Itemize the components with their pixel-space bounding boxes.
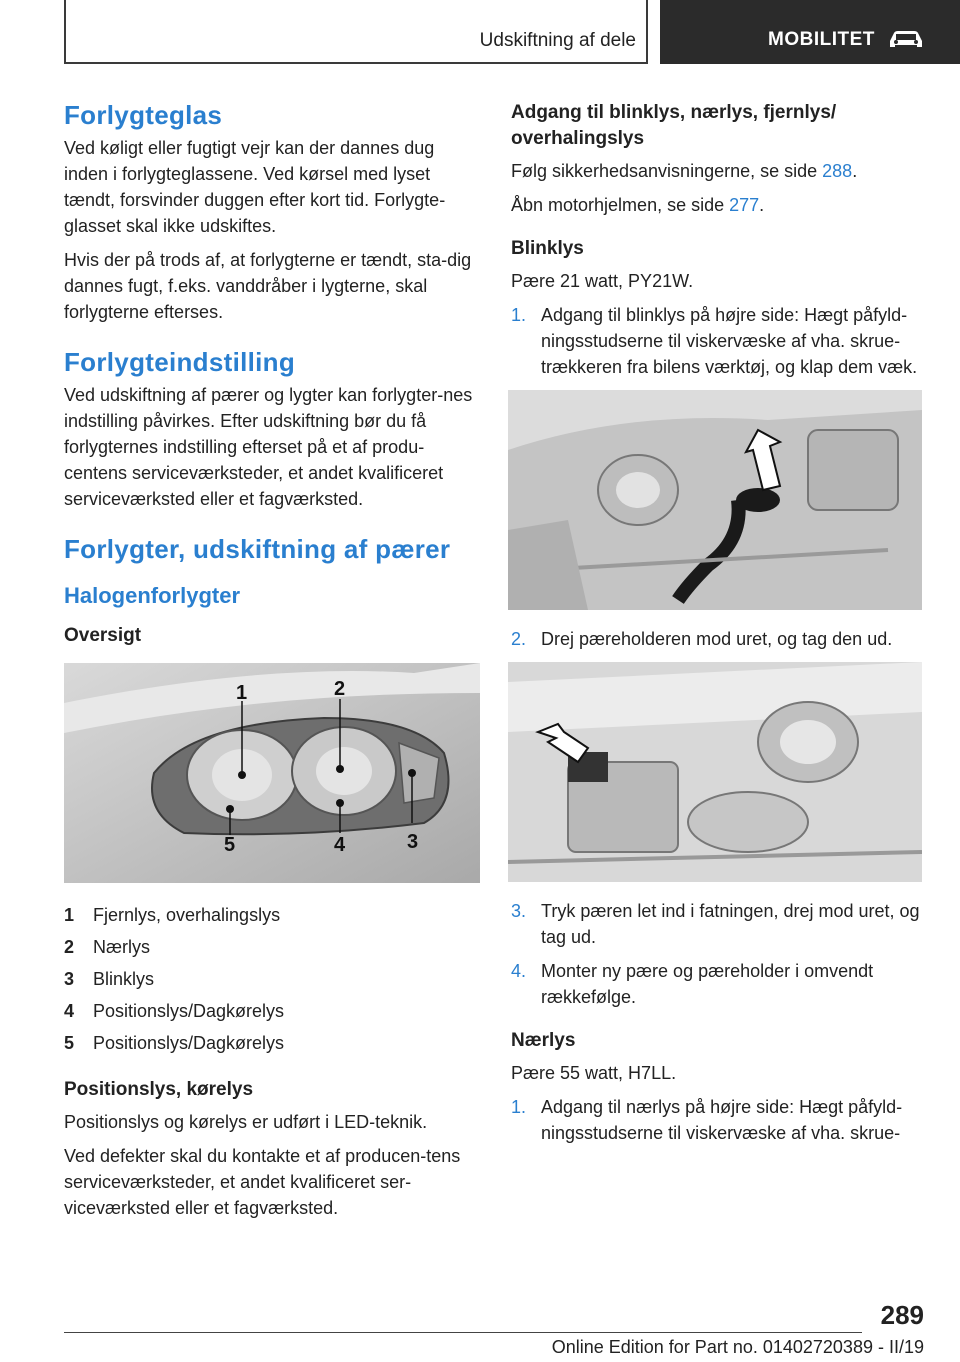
headlight-illustration xyxy=(64,663,480,883)
heading-adgang: Adgang til blinklys, nærlys, fjernlys/ overhalingslys xyxy=(511,102,837,149)
legend-item: 1 Fjernlys, overhalingslys xyxy=(64,905,281,925)
heading-naerlys: Nærlys xyxy=(511,1030,576,1051)
step-item: 4. Monter ny pære og pæreholder i omvendt rækkefølge. xyxy=(511,961,874,1007)
headlight-overview-image xyxy=(64,663,480,883)
footer-divider xyxy=(64,1332,862,1333)
heading-forlygteindstilling: Forlygteindstilling xyxy=(64,347,296,377)
header-section-title: Udskiftning af dele xyxy=(479,30,636,51)
right-column xyxy=(511,100,925,1154)
header-chapter-tab xyxy=(660,0,960,64)
header-section-box xyxy=(64,0,648,64)
heading-forlygteglas: Forlygteglas xyxy=(64,100,223,130)
heading-positionslys: Positionslys, kørelys xyxy=(64,1079,254,1100)
engine-bay-image-1 xyxy=(508,390,922,610)
paragraph-positionslys-1: Positionslys og kørelys er udført i LED-teknik. xyxy=(64,1112,428,1132)
legend-item: 3 Blinklys xyxy=(64,969,155,989)
step-item: 2. Drej pæreholderen mod uret, og tag den ud. xyxy=(511,629,893,649)
engine-bay-illustration-1 xyxy=(508,390,922,610)
page-number: 289 xyxy=(880,1300,924,1330)
left-column xyxy=(64,100,480,1229)
header-chapter-title: MOBILITET xyxy=(768,29,875,50)
legend-item: 2 Nærlys xyxy=(64,937,150,957)
figure-label-2: 2 xyxy=(334,678,346,700)
legend-item: 4 Positionslys/Dagkørelys xyxy=(64,1001,285,1021)
engine-bay-image-2 xyxy=(508,662,922,882)
heading-oversigt: Oversigt xyxy=(64,625,142,646)
paragraph-motorhjelm: Åbn motorhjelmen, se side 277. xyxy=(511,195,765,215)
engine-bay-illustration-2 xyxy=(508,662,922,882)
paragraph-blinklys: Pære 21 watt, PY21W. xyxy=(511,271,694,291)
heading-halogenforlygter: Halogenforlygter xyxy=(64,583,241,608)
heading-blinklys: Blinklys xyxy=(511,238,584,259)
paragraph-naerlys: Pære 55 watt, H7LL. xyxy=(511,1063,677,1083)
step-item: 1. Adgang til nærlys på højre side: Hægt påfyld‐ningsstudserne til viskervæske af vha. skrue‐ xyxy=(511,1097,903,1143)
footer-edition: Online Edition for Part no. 01402720389 - II/19 xyxy=(551,1337,924,1357)
step-item: 1. Adgang til blinklys på højre side: Hægt påfyld‐ningsstudserne til viskervæske af vha. skrue‐trækkeren fra bilens værktøj, og klap dem væk. xyxy=(511,305,918,377)
legend-item: 5 Positionslys/Dagkørelys xyxy=(64,1033,285,1053)
figure-label-3: 3 xyxy=(407,831,419,853)
figure-label-5: 5 xyxy=(224,834,236,856)
heading-udskiftning: Forlygter, udskiftning af pærer xyxy=(64,534,451,564)
step-item: 3. Tryk pæren let ind i fatningen, drej mod uret, og tag ud. xyxy=(511,901,920,947)
paragraph-sikkerhed: Følg sikkerhedsanvisningerne, se side 288. xyxy=(511,161,858,181)
figure-label-4: 4 xyxy=(334,834,346,856)
car-icon xyxy=(886,28,926,50)
headlight-legend xyxy=(64,899,480,1059)
link-page-277[interactable]: 277 xyxy=(729,195,760,215)
paragraph-positionslys-2: Ved defekter skal du kontakte et af producen‐tens serviceværksteder, et andet kvalificeret ser‐viceværksted eller et fagværksted. xyxy=(64,1146,461,1218)
paragraph-forlygteindstilling: Ved udskiftning af pærer og lygter kan forlygter‐nes indstilling påvirkes. Efter udskiftning bør du få forlygternes indstilling efterset på et af produ‐centens serviceværksteder, et andet kvalificeret serviceværksted eller et fagværksted. xyxy=(64,385,473,509)
paragraph-forlygteglas-2: Hvis der på trods af, at forlygterne er tændt, sta‐dig dannes fugt, f.eks. vanddråber i lygterne, skal forlygterne efterses. xyxy=(64,250,472,322)
figure-label-1: 1 xyxy=(236,682,248,704)
link-page-288[interactable]: 288 xyxy=(822,161,853,181)
paragraph-forlygteglas-1: Ved køligt eller fugtigt vejr kan der dannes dug inden i forlygteglassene. Ved kørsel med lyset tændt, forsvinder duggen efter kort tid. Forlygte‐glasset skal ikke udskiftes. xyxy=(64,138,446,236)
